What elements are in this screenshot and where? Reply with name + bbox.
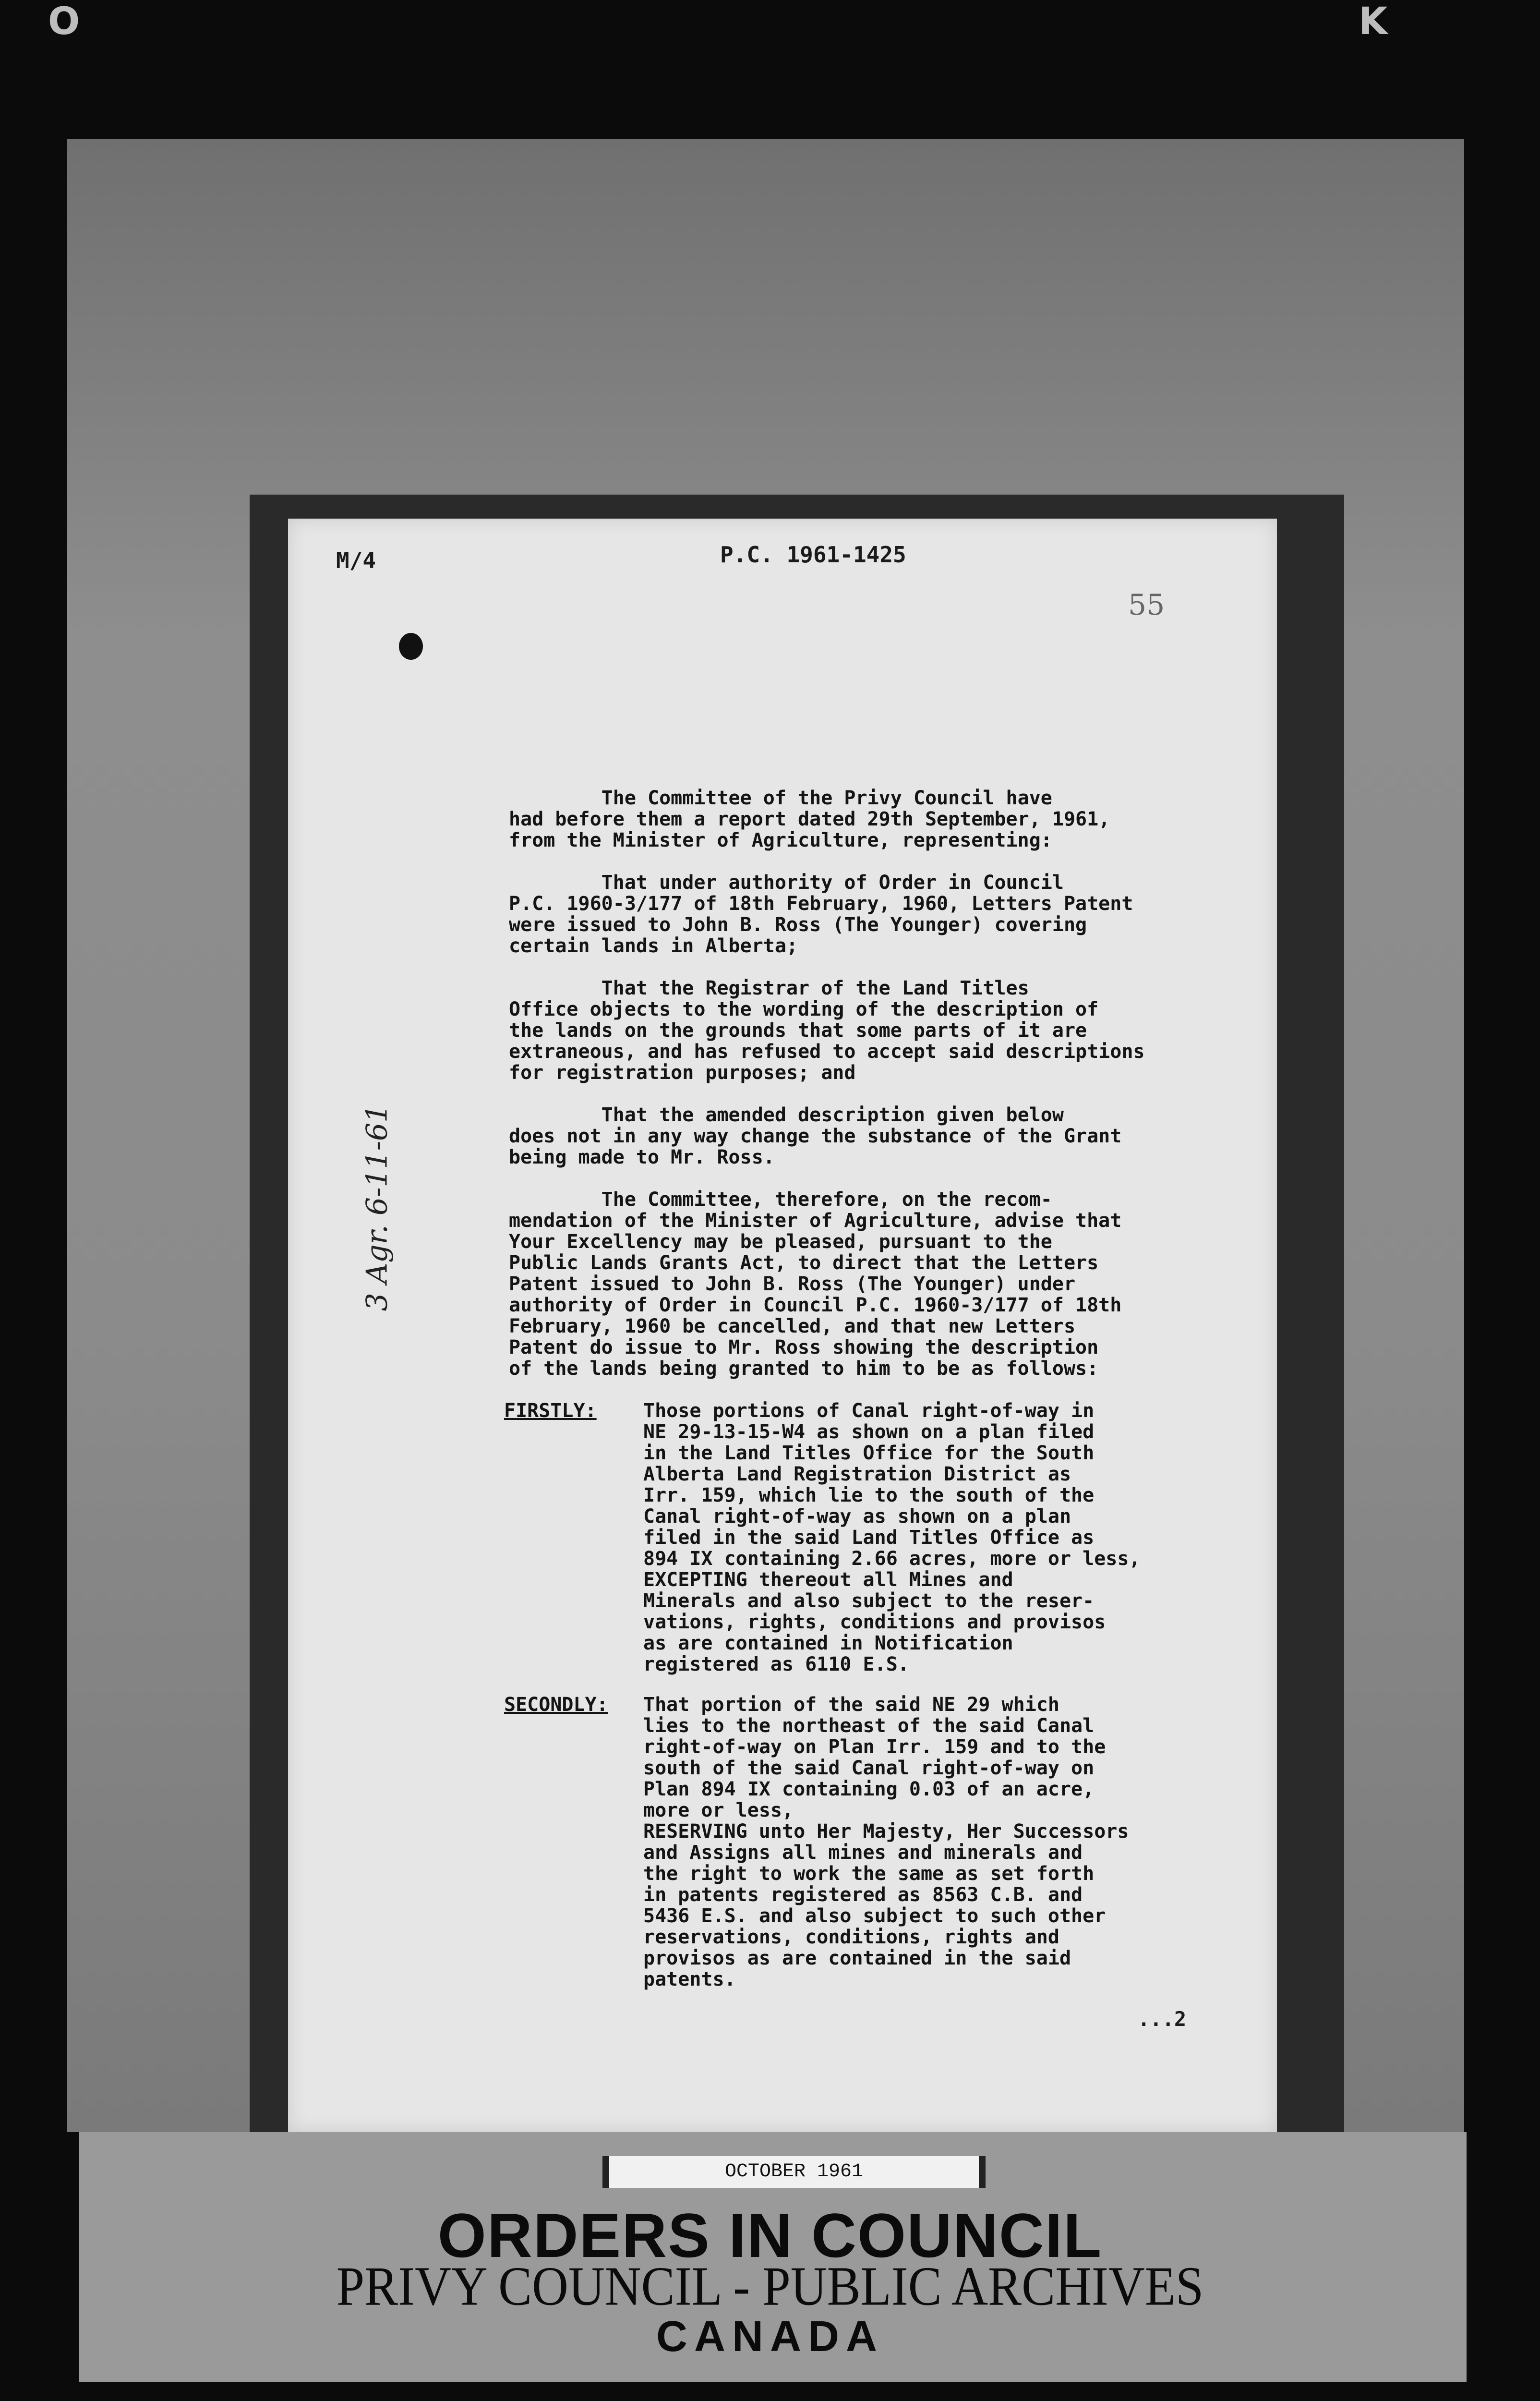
secondly-text: That portion of the said NE 29 which lies to the northeast of the said Canal right-of-way on Plan Irr. 159 and to the south of the said Canal right-of-way on Plan 894 IX containing 0.03 of an acre, more or less, RESERVING unto Her Majesty, Her Successors and Assigns all mines and minerals and the right to work the same as set forth in patents registered as 8563 C.B. and 5436 E.S. and also subject to such other reservations, conditions, rights and provisos as are contained in the said patents. <box>643 1694 1129 1990</box>
secondly-clause <box>504 1694 1258 1990</box>
page-number: 55 <box>1128 588 1165 622</box>
firstly-clause <box>504 1400 1258 1675</box>
order-number: P.C. 1961-1425 <box>720 542 906 568</box>
film-mark-right: K <box>1359 0 1388 43</box>
paragraph-report: The Committee of the Privy Council have had before them a report dated 29th September, 1961, from the Minister of Agriculture, representing: <box>509 787 1110 851</box>
archive-country: CANADA <box>656 2313 884 2361</box>
paragraph-recommendation: The Committee, therefore, on the recom- mendation of the Minister of Agriculture, advise that Your Excellency may be pleased, pursuant to the Public Lands Grants Act, to direct that the Letters Patent issued to John B. Ross (The Younger) under authority of Order in Council P.C. 1960-3/177 of 18th February, 1960 be cancelled, and that new Letters Patent do issue to Mr. Ross showing the description of the lands being granted to him to be as follows: <box>509 1188 1122 1380</box>
continuation-marker: ...2 <box>1138 2007 1187 2031</box>
paragraph-amended: That the amended description given below does not in any way change the substance of the Grant being made to Mr. Ross. <box>509 1104 1122 1168</box>
secondly-label: SECONDLY: <box>504 1694 608 1716</box>
margin-note: 3 Agr. 6-11-61 <box>360 1104 394 1311</box>
firstly-label: FIRSTLY: <box>504 1400 597 1422</box>
film-mark-left: O <box>48 0 80 43</box>
archive-title: ORDERS IN COUNCIL <box>437 2200 1103 2270</box>
paragraph-registrar: That the Registrar of the Land Titles Office objects to the wording of the description of the lands on the grounds that some parts of it are extraneous, and has refused to accept said descriptions for registration purposes; and <box>509 977 1145 1084</box>
archive-subtitle: PRIVY COUNCIL - PUBLIC ARCHIVES <box>336 2255 1204 2317</box>
document-page <box>288 519 1277 2132</box>
order-text <box>504 787 1258 2009</box>
paragraph-authority: That under authority of Order in Council P.C. 1960-3/177 of 18th February, 1960, Letters Patent were issued to John B. Ross (The Younger) covering certain lands in Alberta; <box>509 872 1133 957</box>
firstly-text: Those portions of Canal right-of-way in NE 29-13-15-W4 as shown on a plan filed in the Land Titles Office for the South Alberta Land Registration District as Irr. 159, which lie to the south of the Canal right-of-way as shown on a plan filed in the said Land Titles Office as 894 IX containing 2.66 acres, more or less, EXCEPTING thereout all Mines and Minerals and also subject to the reser- vations, rights, conditions and provisos as are contained in Notification registered as 6110 E.S. <box>643 1400 1141 1675</box>
date-label: OCTOBER 1961 <box>602 2156 986 2188</box>
file-code: M/4 <box>336 547 376 573</box>
punch-hole <box>399 633 423 660</box>
